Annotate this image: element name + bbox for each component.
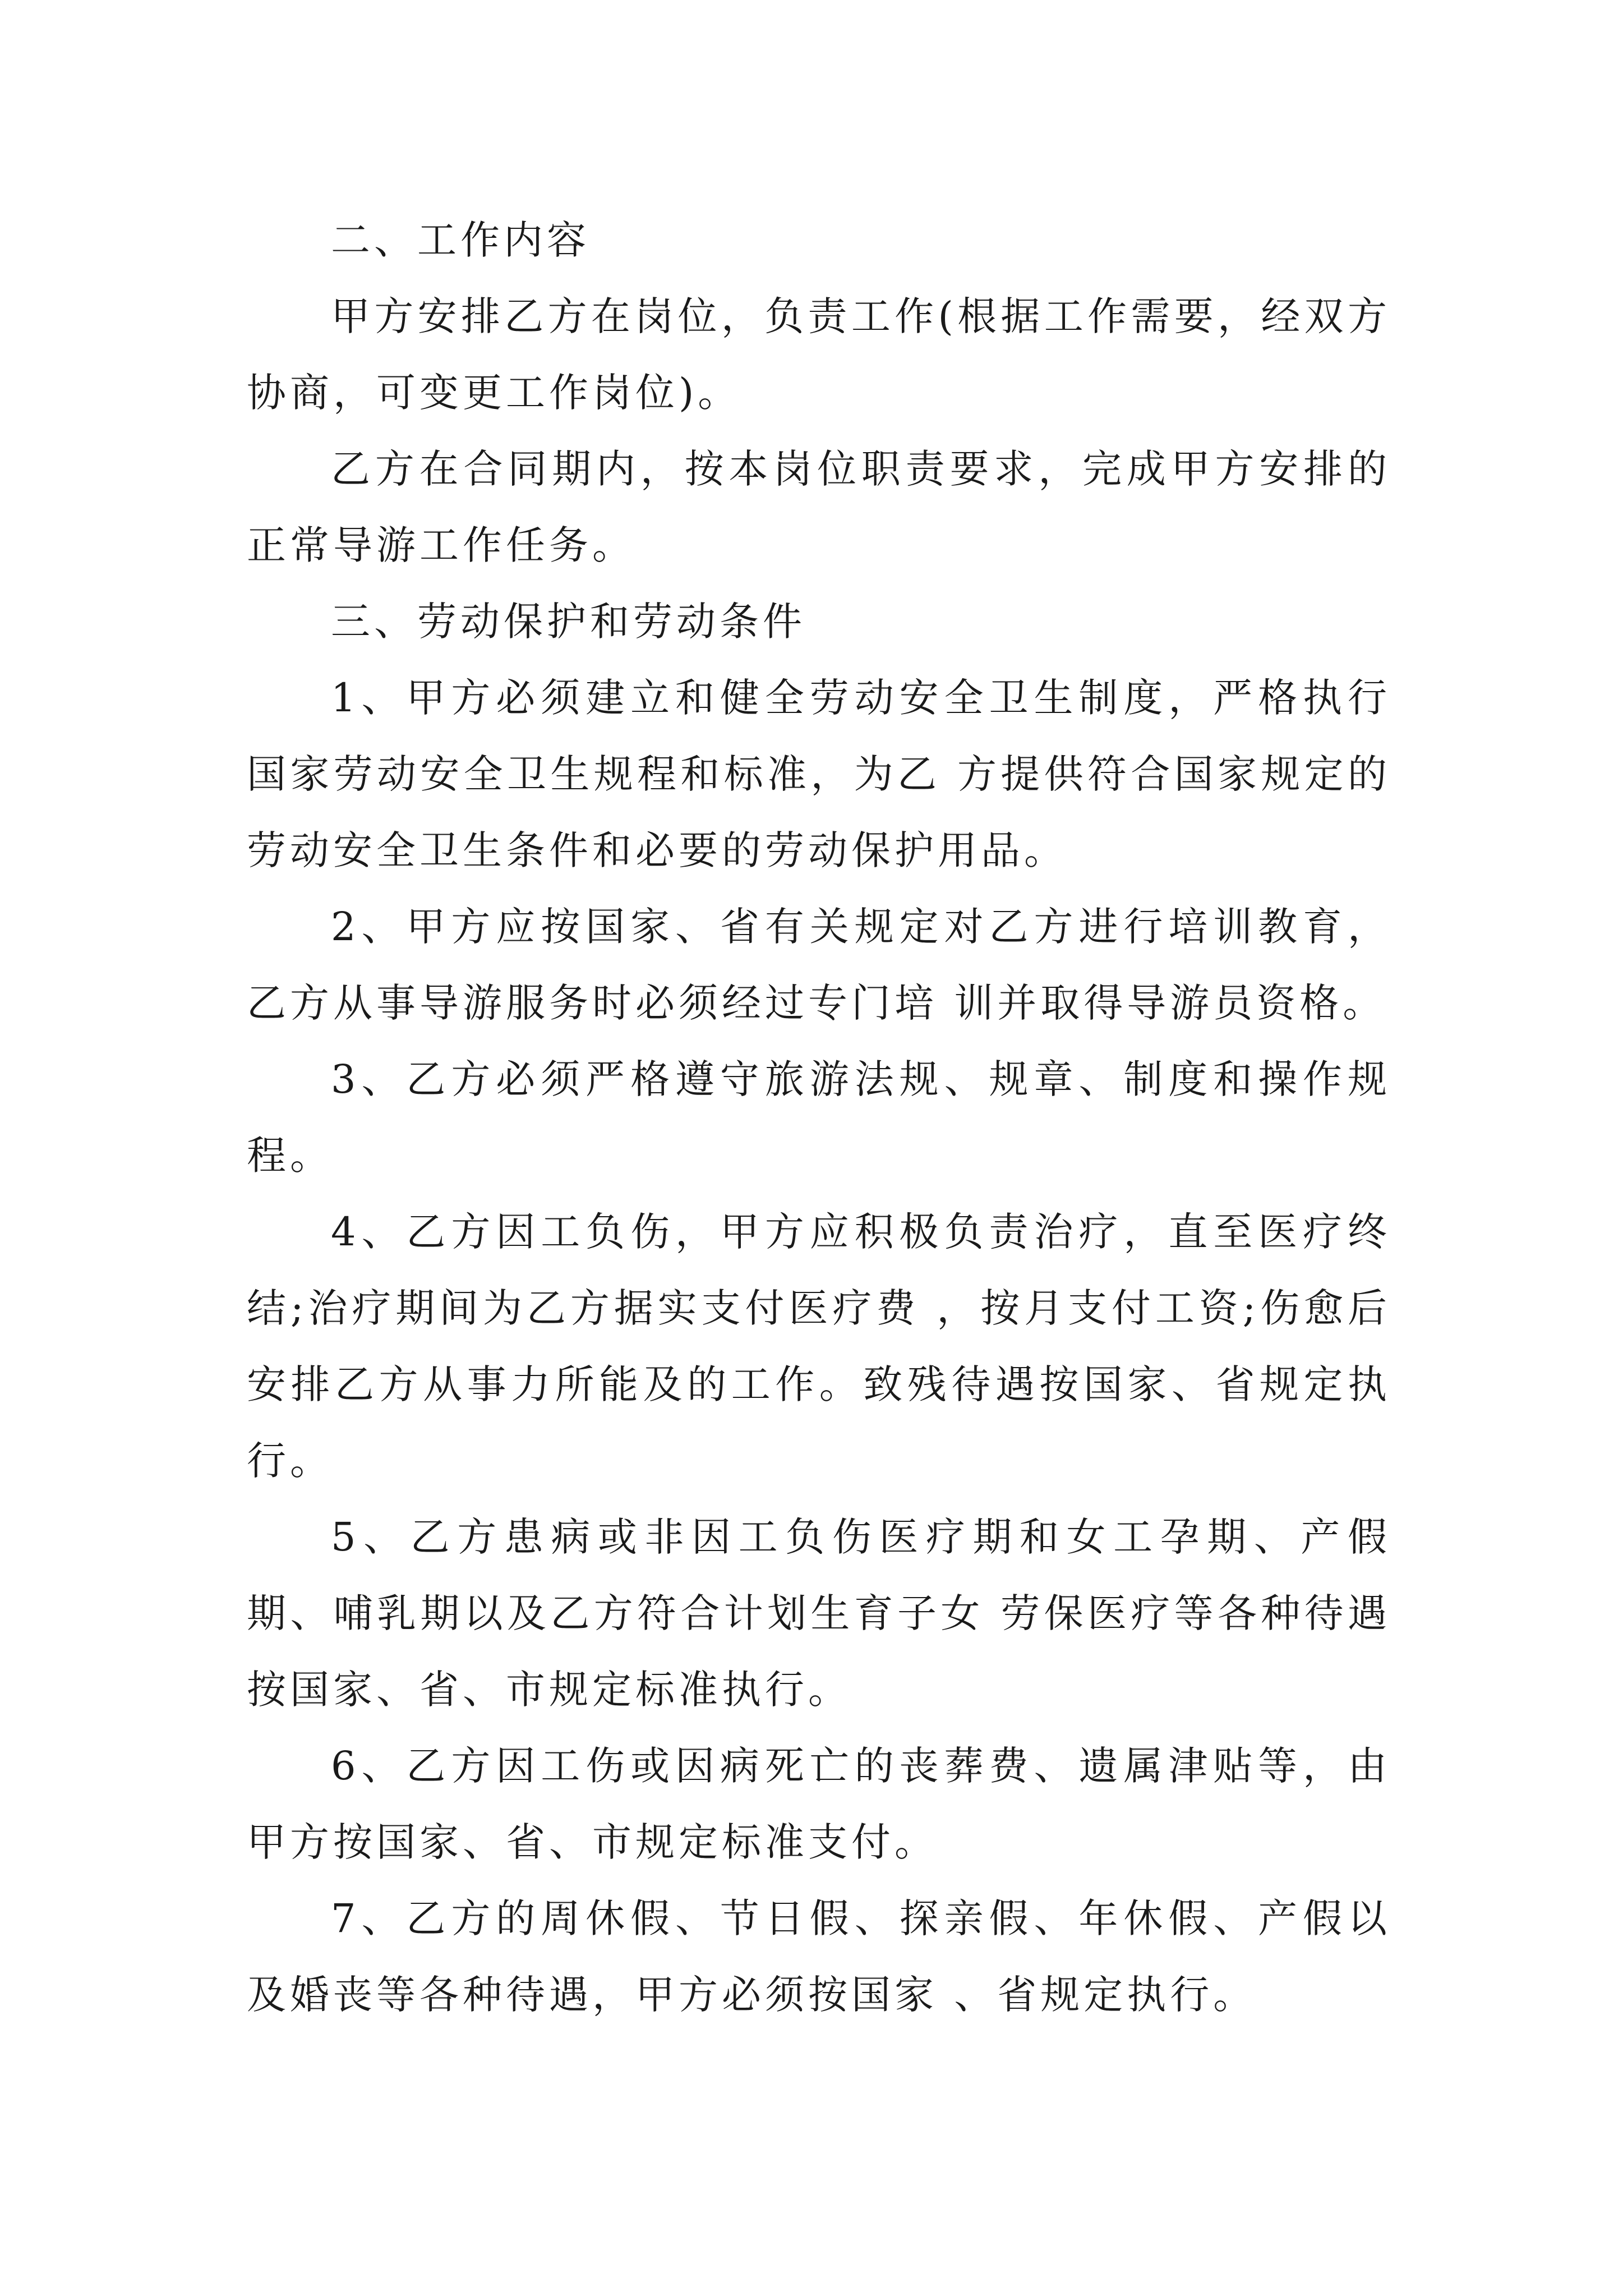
paragraph: 甲方安排乙方在岗位，负责工作(根据工作需要，经双方协商，可变更工作岗位)。 — [247, 293, 1391, 416]
clause-2: 2、甲方应按国家、省有关规定对乙方进行培训教育，乙方从事导游服务时必须经过专门培 训并取得导游员资格。 — [247, 904, 1391, 1026]
clause-1: 1、甲方必须建立和健全劳动安全卫生制度，严格执行国家劳动安全卫生规程和标准，为乙 方提供符合国家规定的劳动安全卫生条件和必要的劳动保护用品。 — [247, 675, 1391, 873]
section-heading-work-content: 二、工作内容 — [331, 217, 590, 263]
paragraph: 乙方在合同期内，按本岗位职责要求，完成甲方安排的正常导游工作任务。 — [247, 446, 1391, 568]
clause-3: 3、乙方必须严格遵守旅游法规、规章、制度和操作规程。 — [247, 1056, 1391, 1179]
section-heading-labor-protection: 三、劳动保护和劳动条件 — [331, 599, 806, 645]
document-page — [247, 202, 1391, 2033]
clause-6: 6、乙方因工伤或因病死亡的丧葬费、遗属津贴等，由甲方按国家、省、市规定标准支付。 — [247, 1743, 1391, 1865]
clause-7: 7、乙方的周休假、节日假、探亲假、年休假、产假以及婚丧等各种待遇，甲方必须按国家 、省规定执行。 — [247, 1895, 1391, 2018]
clause-4: 4、乙方因工负伤，甲方应积极负责治疗，直至医疗终结;治疗期间为乙方据实支付医疗费 ，按月支付工资;伤愈后安排乙方从事力所能及的工作。致残待遇按国家、省规定执行。 — [247, 1209, 1391, 1484]
clause-5: 5、乙方患病或非因工负伤医疗期和女工孕期、产假期、哺乳期以及乙方符合计划生育子女 劳保医疗等各种待遇按国家、省、市规定标准执行。 — [247, 1514, 1391, 1713]
